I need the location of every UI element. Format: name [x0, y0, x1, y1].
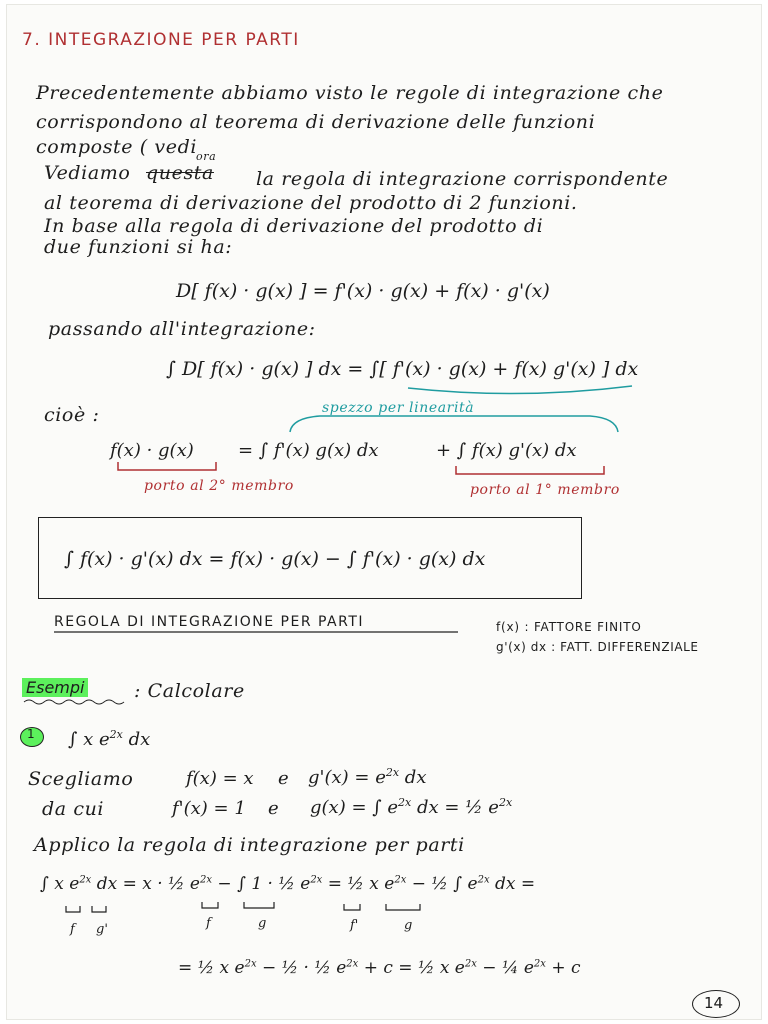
step1-dx-exp: 2x [200, 874, 213, 886]
mark-gprime-1: g' [96, 922, 108, 937]
from-g-dx: dx = [416, 797, 466, 818]
choose-text: Scegliamo [28, 768, 134, 790]
intro-line-3: composte ( vedi [36, 136, 198, 158]
cioe-label: cioè : [44, 404, 100, 426]
bracket-g-3 [386, 904, 420, 910]
mark-f-1: f [70, 922, 75, 937]
bracket-f-2 [202, 902, 218, 908]
teal-underline [408, 386, 632, 394]
step1-c-exp: 2x [394, 874, 407, 886]
bracket-f-1 [66, 906, 80, 912]
split-rhs-a: = ∫ f'(x) g(x) dx [238, 440, 379, 461]
from-g-exp: 2x [398, 796, 412, 809]
bracket-fprime-3 [344, 904, 360, 910]
rule-def-finite: f(x) : FATTORE FINITO [496, 620, 642, 634]
red-bracket-right [456, 466, 604, 474]
derivative-product-formula: D[ f(x) · g(x) ] = f'(x) · g(x) + f(x) · g'(x) [176, 280, 550, 302]
step2-b: − ½ · ½ e [262, 958, 347, 978]
choose-and: e [278, 768, 289, 789]
teal-brace [290, 416, 618, 432]
from-g-result: ½ e [465, 797, 499, 818]
step2-a-exp: 2x [244, 958, 257, 970]
step2-c-exp: 2x [464, 958, 477, 970]
mark-f-2: f [206, 916, 211, 931]
choose-f: f(x) = x [186, 768, 254, 789]
step1-d-exp: 2x [477, 874, 490, 886]
examples-wavy-underline [24, 700, 124, 704]
step2-b-exp: 2x [346, 958, 359, 970]
note-move-left: porto al 2° membro [144, 478, 294, 494]
from-fprime: f'(x) = 1 [172, 798, 246, 819]
intro-line-6: In base alla regola di derivazione del prodotto di [44, 215, 544, 237]
from-g-main: g(x) = ∫ e [310, 797, 398, 818]
problem-dx: dx [128, 729, 151, 750]
step2-a: = ½ x e [178, 958, 245, 978]
note-move-right: porto al 1° membro [470, 482, 620, 498]
passing-text: passando all'integrazione: [48, 318, 316, 340]
intro-line-2: corrispondono al teorema di derivazione delle funzioni [36, 111, 596, 133]
step1-b: − ∫ 1 · ½ e [217, 874, 311, 894]
mark-fprime-3: f' [350, 918, 359, 933]
examples-highlight: Esempi [22, 678, 88, 697]
apply-text: Applico la regola di integrazione per parti [34, 834, 465, 856]
step1-a: ∫ x e [40, 874, 80, 894]
intro-line-4a: Vediamo [44, 162, 131, 184]
problem-main: ∫ x e [68, 729, 110, 750]
intro-line-7: due funzioni si ha: [44, 236, 233, 258]
intro-line-4b: la regola di integrazione corrispondente [256, 168, 669, 190]
step1-b-exp: 2x [310, 874, 323, 886]
bracket-g-2 [244, 902, 274, 908]
integral-of-derivative: ∫ D[ f(x) · g(x) ] dx = ∫[ f'(x) · g(x) + f(x) g'(x) ] dx [166, 358, 639, 380]
page-number: 14 [704, 994, 724, 1012]
inserted-word: ora [196, 150, 217, 163]
choose-g-main: g'(x) = e [308, 767, 386, 788]
step2-e: + c [551, 958, 581, 978]
step1-dx: dx = x · ½ e [96, 874, 200, 894]
intro-line-1: Precedentemente abbiamo visto le regole di integrazione che [36, 82, 664, 104]
from-text: da cui [42, 798, 105, 820]
rule-title: REGOLA DI INTEGRAZIONE PER PARTI [54, 614, 365, 630]
step2-c: + c = ½ x e [363, 958, 465, 978]
step1-d: − ½ ∫ e [411, 874, 478, 894]
choose-g-exp: 2x [385, 766, 400, 779]
step2-d-exp: 2x [533, 958, 546, 970]
step2-d: − ¼ e [482, 958, 534, 978]
split-lhs: f(x) · g(x) [110, 440, 194, 461]
linearity-note: spezzo per linearità [322, 400, 475, 416]
bracket-g-1 [92, 906, 106, 912]
rule-def-differential: g'(x) dx : FATT. DIFFERENZIALE [496, 640, 699, 654]
from-g-result-exp: 2x [498, 796, 513, 809]
calculate-label: : Calcolare [134, 680, 245, 702]
mark-g-3: g [404, 918, 413, 933]
red-bracket-left [118, 462, 216, 470]
problem-exp: 2x [109, 728, 123, 741]
struck-word: questa [146, 162, 214, 184]
example-number: 1 [27, 727, 35, 741]
step1-c: = ½ x e [327, 874, 395, 894]
intro-line-5: al teorema di derivazione del prodotto di 2 funzioni. [44, 192, 578, 214]
choose-g-dx: dx [404, 767, 427, 788]
boxed-formula: ∫ f(x) · g'(x) dx = f(x) · g(x) − ∫ f'(x) · g(x) dx [64, 548, 486, 570]
split-rhs-b: + ∫ f(x) g'(x) dx [436, 440, 577, 461]
step1-a-exp: 2x [79, 874, 92, 886]
step1-e: dx = [495, 874, 536, 894]
from-and: e [268, 798, 279, 819]
section-heading: 7. INTEGRAZIONE PER PARTI [22, 30, 300, 50]
mark-g-2: g [258, 916, 267, 931]
